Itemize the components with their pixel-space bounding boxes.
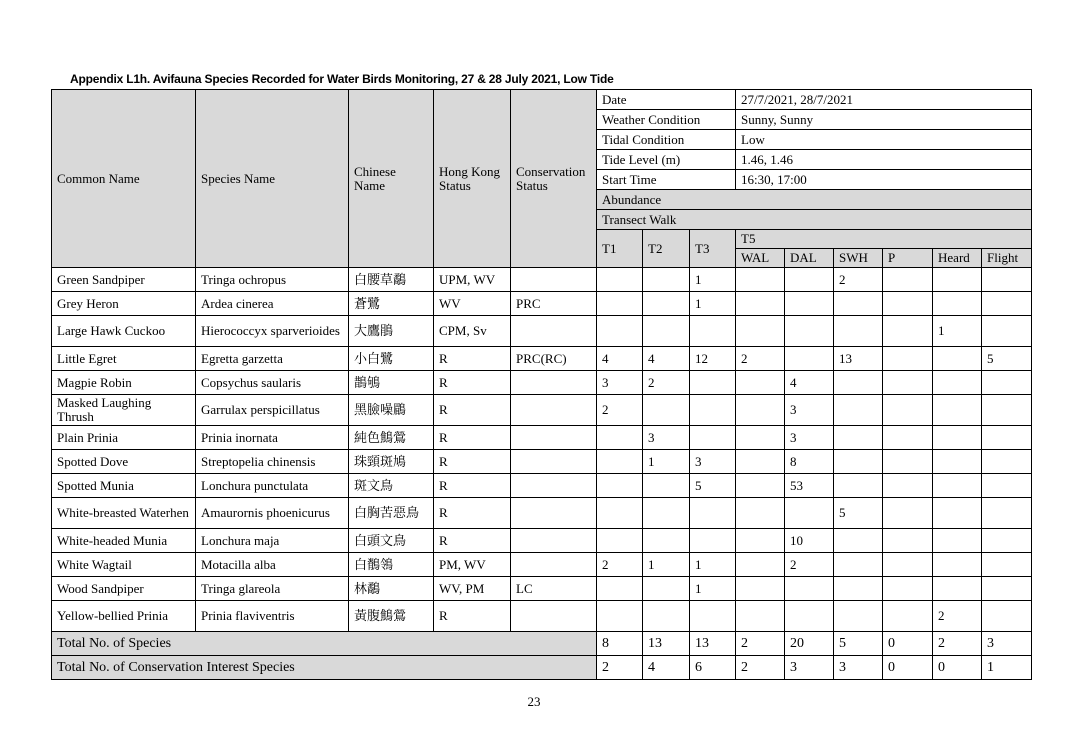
cell-p xyxy=(883,316,933,347)
cell-conservation-status xyxy=(511,316,597,347)
cell-t2 xyxy=(643,316,690,347)
cell-hk-status: WV, PM xyxy=(434,577,511,601)
cell-dal xyxy=(785,316,834,347)
cell-conservation-status xyxy=(511,450,597,474)
total-cell-wal: 2 xyxy=(736,656,785,680)
total-cell-dal: 3 xyxy=(785,656,834,680)
cell-t1 xyxy=(597,450,643,474)
header-common-name: Common Name xyxy=(52,90,196,268)
cell-swh: 2 xyxy=(834,268,883,292)
col-header-t2: T2 xyxy=(643,230,690,268)
cell-dal xyxy=(785,268,834,292)
table-row xyxy=(52,498,1032,529)
cell-t2 xyxy=(643,498,690,529)
cell-dal: 10 xyxy=(785,529,834,553)
cell-t3 xyxy=(690,601,736,632)
cell-hk-status: UPM, WV xyxy=(434,268,511,292)
cell-wal xyxy=(736,498,785,529)
total-cell-heard: 2 xyxy=(933,632,982,656)
table-row xyxy=(52,474,1032,498)
cell-common-name: Spotted Munia xyxy=(52,474,196,498)
cell-t3: 1 xyxy=(690,577,736,601)
cell-p xyxy=(883,268,933,292)
total-cell-wal: 2 xyxy=(736,632,785,656)
cell-species-name: Amaurornis phoenicurus xyxy=(196,498,349,529)
cell-wal xyxy=(736,553,785,577)
cell-flight xyxy=(982,316,1032,347)
col-header-t5: T5 xyxy=(736,230,1032,249)
abundance-header: Abundance xyxy=(597,190,1032,210)
cell-flight xyxy=(982,292,1032,316)
cell-swh xyxy=(834,577,883,601)
cell-flight xyxy=(982,498,1032,529)
cell-t2 xyxy=(643,577,690,601)
table-row xyxy=(52,601,1032,632)
cell-common-name: Magpie Robin xyxy=(52,371,196,395)
cell-heard: 1 xyxy=(933,316,982,347)
cell-t2 xyxy=(643,529,690,553)
cell-t3 xyxy=(690,426,736,450)
info-value-date: 27/7/2021, 28/7/2021 xyxy=(736,90,1032,110)
cell-t1 xyxy=(597,498,643,529)
col-header-wal: WAL xyxy=(736,249,785,268)
cell-t2: 1 xyxy=(643,553,690,577)
cell-dal: 3 xyxy=(785,426,834,450)
cell-conservation-status xyxy=(511,498,597,529)
cell-t1: 2 xyxy=(597,553,643,577)
cell-swh xyxy=(834,292,883,316)
cell-swh xyxy=(834,450,883,474)
header-species-name: Species Name xyxy=(196,90,349,268)
cell-hk-status: R xyxy=(434,529,511,553)
cell-species-name: Copsychus saularis xyxy=(196,371,349,395)
cell-chinese-name: 林鷸 xyxy=(349,577,434,601)
cell-t1 xyxy=(597,292,643,316)
cell-t2: 2 xyxy=(643,371,690,395)
cell-hk-status: R xyxy=(434,347,511,371)
cell-common-name: Wood Sandpiper xyxy=(52,577,196,601)
cell-chinese-name: 大鷹鵑 xyxy=(349,316,434,347)
info-value-tidal: Low xyxy=(736,130,1032,150)
cell-chinese-name: 黃腹鷦鶯 xyxy=(349,601,434,632)
cell-p xyxy=(883,347,933,371)
cell-dal: 8 xyxy=(785,450,834,474)
cell-heard xyxy=(933,268,982,292)
cell-flight xyxy=(982,577,1032,601)
cell-conservation-status xyxy=(511,529,597,553)
cell-t1 xyxy=(597,577,643,601)
cell-species-name: Hierococcyx sparverioides xyxy=(196,316,349,347)
total-label: Total No. of Species xyxy=(52,632,597,656)
cell-t3 xyxy=(690,529,736,553)
table-caption: Appendix L1h. Avifauna Species Recorded for Water Birds Monitoring, 27 & 28 July 2021, Low Tide xyxy=(70,72,614,86)
cell-p xyxy=(883,395,933,426)
cell-t3: 1 xyxy=(690,268,736,292)
cell-heard xyxy=(933,577,982,601)
total-cell-flight: 3 xyxy=(982,632,1032,656)
table-row xyxy=(52,292,1032,316)
info-label-tidal: Tidal Condition xyxy=(597,130,736,150)
table-row xyxy=(52,347,1032,371)
cell-swh: 5 xyxy=(834,498,883,529)
cell-p xyxy=(883,292,933,316)
cell-t3: 12 xyxy=(690,347,736,371)
cell-conservation-status xyxy=(511,474,597,498)
table-row xyxy=(52,371,1032,395)
cell-chinese-name: 黑臉噪鶥 xyxy=(349,395,434,426)
cell-t1: 2 xyxy=(597,395,643,426)
info-label-tide-level: Tide Level (m) xyxy=(597,150,736,170)
cell-hk-status: R xyxy=(434,450,511,474)
col-header-heard: Heard xyxy=(933,249,982,268)
cell-chinese-name: 純色鷦鶯 xyxy=(349,426,434,450)
cell-heard xyxy=(933,371,982,395)
cell-chinese-name: 斑文鳥 xyxy=(349,474,434,498)
total-cell-t2: 13 xyxy=(643,632,690,656)
cell-p xyxy=(883,371,933,395)
total-cell-heard: 0 xyxy=(933,656,982,680)
total-label: Total No. of Conservation Interest Species xyxy=(52,656,597,680)
table-row xyxy=(52,577,1032,601)
cell-common-name: Masked Laughing Thrush xyxy=(52,395,196,426)
cell-chinese-name: 小白鷺 xyxy=(349,347,434,371)
cell-hk-status: R xyxy=(434,426,511,450)
cell-t3 xyxy=(690,371,736,395)
cell-t2 xyxy=(643,474,690,498)
cell-wal xyxy=(736,577,785,601)
table-row xyxy=(52,529,1032,553)
cell-t1: 4 xyxy=(597,347,643,371)
cell-flight xyxy=(982,553,1032,577)
cell-dal xyxy=(785,292,834,316)
cell-heard xyxy=(933,426,982,450)
cell-p xyxy=(883,553,933,577)
cell-common-name: Plain Prinia xyxy=(52,426,196,450)
cell-p xyxy=(883,450,933,474)
cell-species-name: Tringa ochropus xyxy=(196,268,349,292)
cell-hk-status: R xyxy=(434,601,511,632)
info-value-start-time: 16:30, 17:00 xyxy=(736,170,1032,190)
cell-swh xyxy=(834,601,883,632)
header-hk-status: Hong Kong Status xyxy=(434,90,511,268)
cell-common-name: Spotted Dove xyxy=(52,450,196,474)
cell-species-name: Tringa glareola xyxy=(196,577,349,601)
cell-swh xyxy=(834,529,883,553)
cell-common-name: Grey Heron xyxy=(52,292,196,316)
cell-t2: 3 xyxy=(643,426,690,450)
cell-t2: 1 xyxy=(643,450,690,474)
col-header-p: P xyxy=(883,249,933,268)
cell-wal xyxy=(736,529,785,553)
cell-hk-status: R xyxy=(434,498,511,529)
info-label-date: Date xyxy=(597,90,736,110)
header-chinese-name: Chinese Name xyxy=(349,90,434,268)
cell-t1 xyxy=(597,268,643,292)
table-row xyxy=(52,553,1032,577)
cell-chinese-name: 白胸苦惡鳥 xyxy=(349,498,434,529)
cell-swh xyxy=(834,371,883,395)
total-cell-t2: 4 xyxy=(643,656,690,680)
cell-t1: 3 xyxy=(597,371,643,395)
cell-swh xyxy=(834,474,883,498)
species-table xyxy=(51,89,1032,680)
cell-common-name: White-headed Munia xyxy=(52,529,196,553)
total-cell-t3: 6 xyxy=(690,656,736,680)
cell-flight xyxy=(982,371,1032,395)
total-cell-p: 0 xyxy=(883,656,933,680)
cell-t1 xyxy=(597,474,643,498)
cell-flight xyxy=(982,474,1032,498)
cell-dal xyxy=(785,577,834,601)
cell-flight xyxy=(982,268,1032,292)
cell-dal: 4 xyxy=(785,371,834,395)
cell-t2 xyxy=(643,268,690,292)
cell-dal xyxy=(785,347,834,371)
cell-species-name: Lonchura punctulata xyxy=(196,474,349,498)
cell-conservation-status xyxy=(511,553,597,577)
total-cell-dal: 20 xyxy=(785,632,834,656)
cell-species-name: Streptopelia chinensis xyxy=(196,450,349,474)
cell-p xyxy=(883,529,933,553)
total-cell-swh: 3 xyxy=(834,656,883,680)
total-row xyxy=(52,632,1032,656)
cell-dal: 3 xyxy=(785,395,834,426)
cell-species-name: Lonchura maja xyxy=(196,529,349,553)
header-conservation-status: Conservation Status xyxy=(511,90,597,268)
cell-species-name: Garrulax perspicillatus xyxy=(196,395,349,426)
table-row xyxy=(52,426,1032,450)
cell-heard xyxy=(933,347,982,371)
cell-chinese-name: 珠頸斑鳩 xyxy=(349,450,434,474)
info-value-weather: Sunny, Sunny xyxy=(736,110,1032,130)
col-header-flight: Flight xyxy=(982,249,1032,268)
total-cell-t1: 2 xyxy=(597,656,643,680)
transect-walk-header: Transect Walk xyxy=(597,210,1032,230)
cell-hk-status: PM, WV xyxy=(434,553,511,577)
cell-conservation-status xyxy=(511,268,597,292)
cell-chinese-name: 白腰草鷸 xyxy=(349,268,434,292)
info-value-tide-level: 1.46, 1.46 xyxy=(736,150,1032,170)
cell-t2: 4 xyxy=(643,347,690,371)
cell-conservation-status: PRC xyxy=(511,292,597,316)
cell-hk-status: R xyxy=(434,474,511,498)
page-number: 23 xyxy=(527,694,541,709)
total-row xyxy=(52,656,1032,680)
cell-conservation-status xyxy=(511,426,597,450)
col-header-dal: DAL xyxy=(785,249,834,268)
cell-t1 xyxy=(597,529,643,553)
cell-hk-status: CPM, Sv xyxy=(434,316,511,347)
cell-flight xyxy=(982,426,1032,450)
cell-conservation-status xyxy=(511,601,597,632)
cell-species-name: Prinia flaviventris xyxy=(196,601,349,632)
cell-heard xyxy=(933,474,982,498)
cell-common-name: Green Sandpiper xyxy=(52,268,196,292)
cell-dal: 2 xyxy=(785,553,834,577)
cell-chinese-name: 蒼鷺 xyxy=(349,292,434,316)
cell-swh xyxy=(834,316,883,347)
cell-hk-status: WV xyxy=(434,292,511,316)
cell-chinese-name: 白鶺鴒 xyxy=(349,553,434,577)
cell-chinese-name: 鵲鴝 xyxy=(349,371,434,395)
cell-flight xyxy=(982,395,1032,426)
cell-heard xyxy=(933,529,982,553)
cell-conservation-status xyxy=(511,395,597,426)
cell-flight xyxy=(982,601,1032,632)
cell-wal xyxy=(736,395,785,426)
cell-common-name: Large Hawk Cuckoo xyxy=(52,316,196,347)
cell-flight xyxy=(982,450,1032,474)
cell-conservation-status xyxy=(511,371,597,395)
table-row xyxy=(52,395,1032,426)
cell-t2 xyxy=(643,395,690,426)
cell-wal xyxy=(736,474,785,498)
cell-t1 xyxy=(597,316,643,347)
cell-p xyxy=(883,498,933,529)
cell-hk-status: R xyxy=(434,371,511,395)
cell-hk-status: R xyxy=(434,395,511,426)
cell-dal xyxy=(785,498,834,529)
cell-t3 xyxy=(690,395,736,426)
cell-t1 xyxy=(597,601,643,632)
cell-t3 xyxy=(690,316,736,347)
cell-t3: 5 xyxy=(690,474,736,498)
cell-dal xyxy=(785,601,834,632)
cell-heard xyxy=(933,553,982,577)
col-header-swh: SWH xyxy=(834,249,883,268)
cell-heard: 2 xyxy=(933,601,982,632)
cell-t2 xyxy=(643,601,690,632)
cell-t3: 3 xyxy=(690,450,736,474)
table-row xyxy=(52,268,1032,292)
cell-common-name: White-breasted Waterhen xyxy=(52,498,196,529)
cell-heard xyxy=(933,292,982,316)
cell-flight: 5 xyxy=(982,347,1032,371)
cell-wal xyxy=(736,426,785,450)
cell-species-name: Egretta garzetta xyxy=(196,347,349,371)
info-label-weather: Weather Condition xyxy=(597,110,736,130)
cell-species-name: Prinia inornata xyxy=(196,426,349,450)
cell-wal xyxy=(736,371,785,395)
cell-heard xyxy=(933,498,982,529)
cell-flight xyxy=(982,529,1032,553)
col-header-t1: T1 xyxy=(597,230,643,268)
cell-wal xyxy=(736,450,785,474)
cell-wal xyxy=(736,292,785,316)
cell-common-name: Yellow-bellied Prinia xyxy=(52,601,196,632)
cell-t3: 1 xyxy=(690,292,736,316)
cell-conservation-status: LC xyxy=(511,577,597,601)
info-label-start-time: Start Time xyxy=(597,170,736,190)
cell-wal xyxy=(736,316,785,347)
cell-t2 xyxy=(643,292,690,316)
cell-swh xyxy=(834,395,883,426)
cell-conservation-status: PRC(RC) xyxy=(511,347,597,371)
cell-t3 xyxy=(690,498,736,529)
cell-species-name: Motacilla alba xyxy=(196,553,349,577)
cell-t3: 1 xyxy=(690,553,736,577)
total-cell-t3: 13 xyxy=(690,632,736,656)
col-header-t3: T3 xyxy=(690,230,736,268)
cell-chinese-name: 白頭文鳥 xyxy=(349,529,434,553)
table-row xyxy=(52,316,1032,347)
cell-p xyxy=(883,474,933,498)
cell-p xyxy=(883,426,933,450)
cell-wal: 2 xyxy=(736,347,785,371)
total-cell-t1: 8 xyxy=(597,632,643,656)
cell-common-name: White Wagtail xyxy=(52,553,196,577)
table-row xyxy=(52,450,1032,474)
total-cell-flight: 1 xyxy=(982,656,1032,680)
total-cell-p: 0 xyxy=(883,632,933,656)
cell-p xyxy=(883,577,933,601)
cell-wal xyxy=(736,268,785,292)
cell-heard xyxy=(933,395,982,426)
cell-heard xyxy=(933,450,982,474)
cell-p xyxy=(883,601,933,632)
cell-swh xyxy=(834,553,883,577)
cell-common-name: Little Egret xyxy=(52,347,196,371)
cell-wal xyxy=(736,601,785,632)
cell-swh: 13 xyxy=(834,347,883,371)
total-cell-swh: 5 xyxy=(834,632,883,656)
cell-species-name: Ardea cinerea xyxy=(196,292,349,316)
cell-swh xyxy=(834,426,883,450)
cell-dal: 53 xyxy=(785,474,834,498)
cell-t1 xyxy=(597,426,643,450)
